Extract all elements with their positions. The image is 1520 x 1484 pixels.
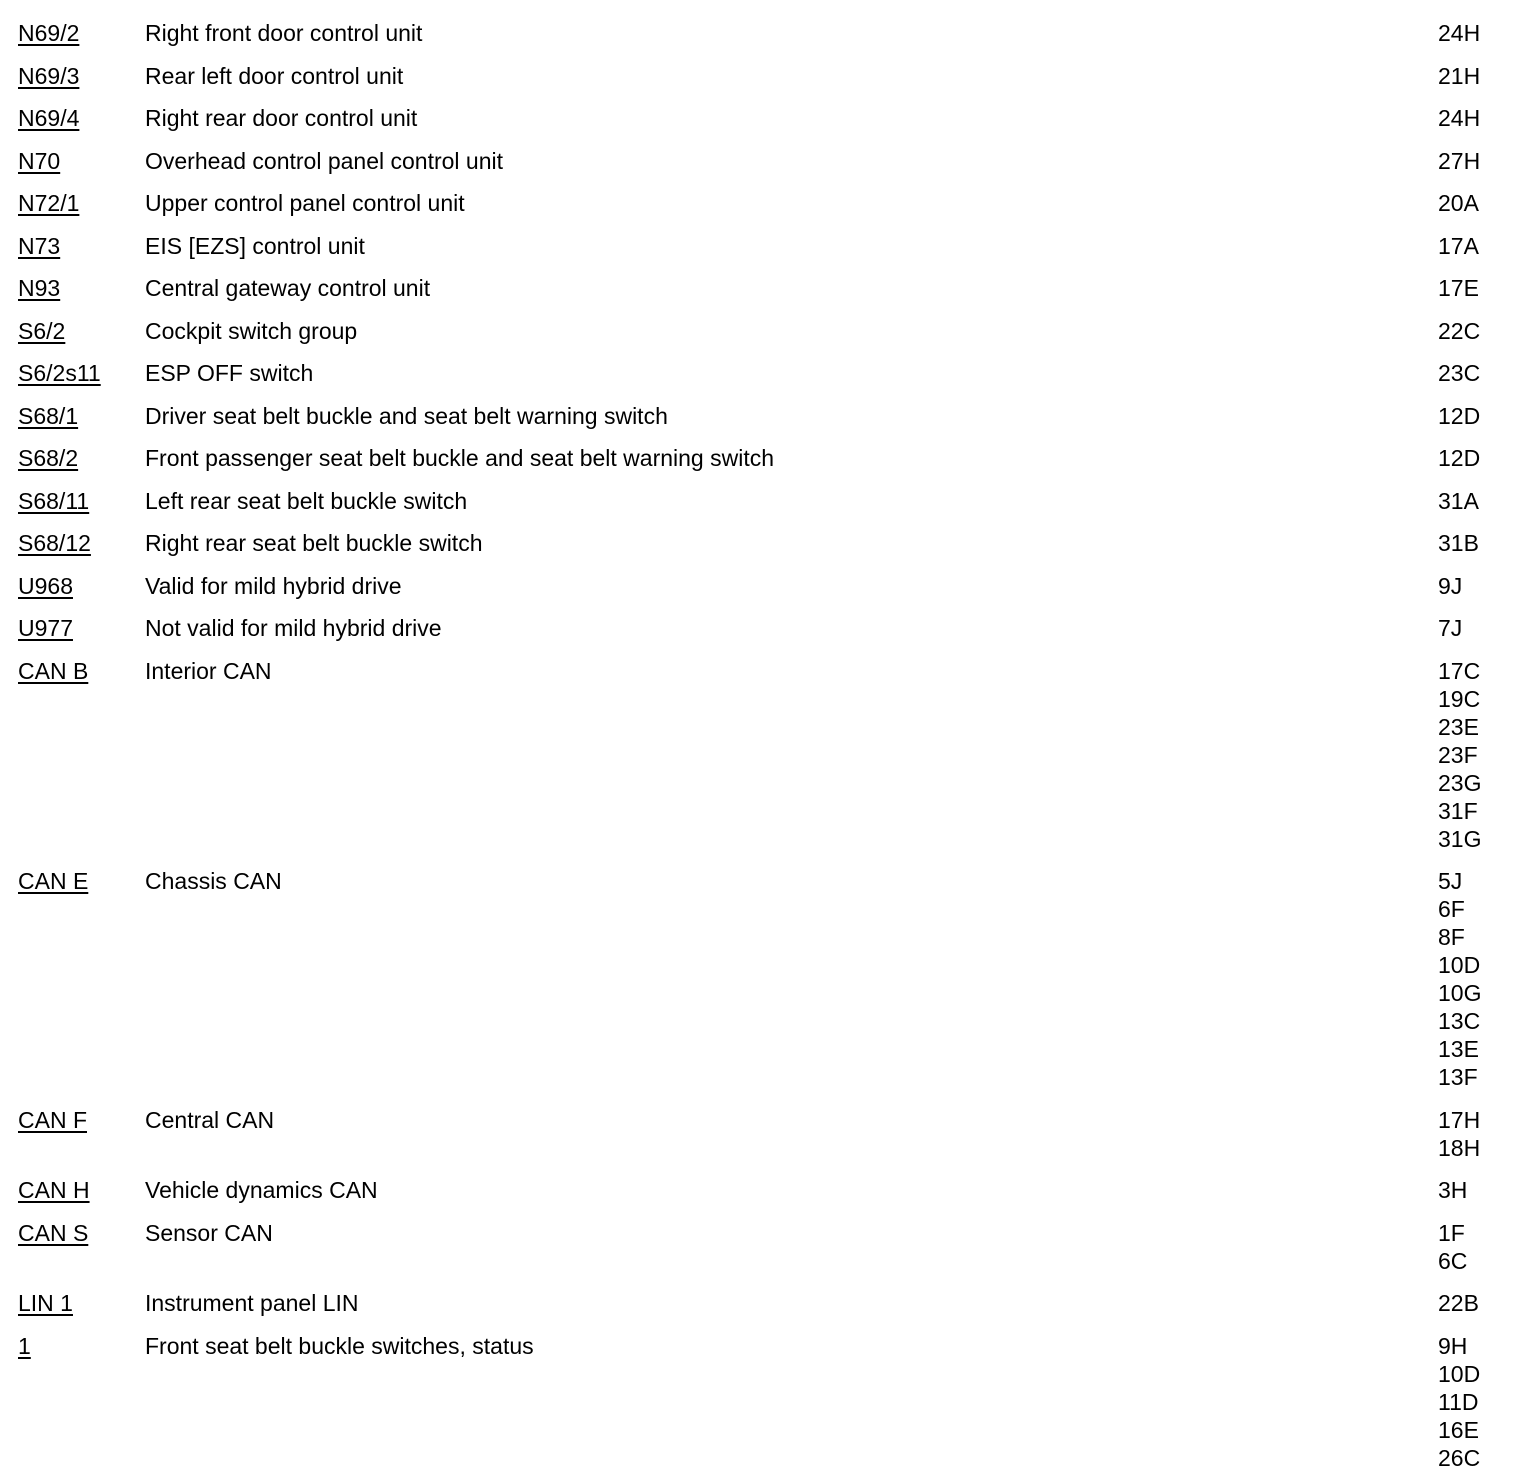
component-code-link[interactable]: S6/2 bbox=[18, 317, 66, 344]
grid-reference: 20A bbox=[1438, 190, 1479, 216]
grid-reference: 16E bbox=[1438, 1416, 1479, 1443]
grid-reference: 7J bbox=[1438, 615, 1463, 641]
component-description: Interior CAN bbox=[145, 657, 272, 684]
grid-reference-list bbox=[1438, 487, 1479, 515]
grid-reference-list bbox=[1438, 572, 1462, 600]
component-code-link[interactable]: N69/4 bbox=[18, 105, 80, 131]
component-description: Valid for mild hybrid drive bbox=[145, 572, 402, 599]
grid-reference: 27H bbox=[1438, 147, 1481, 174]
grid-reference: 17E bbox=[1438, 275, 1479, 301]
component-description: EIS [EZS] control unit bbox=[145, 232, 365, 259]
component-description: Left rear seat belt buckle switch bbox=[145, 487, 468, 514]
grid-reference: 12D bbox=[1438, 445, 1481, 471]
grid-reference: 9J bbox=[1438, 572, 1463, 599]
component-code-link[interactable]: S68/11 bbox=[18, 487, 90, 514]
grid-reference-list bbox=[1438, 1106, 1480, 1162]
grid-reference: 22B bbox=[1438, 1290, 1479, 1316]
component-description: Cockpit switch group bbox=[145, 317, 358, 344]
grid-reference-list bbox=[1438, 317, 1480, 345]
component-code-link[interactable]: CAN E bbox=[18, 868, 89, 894]
grid-reference: 8F bbox=[1438, 924, 1465, 950]
grid-reference: 18H bbox=[1438, 1134, 1481, 1161]
component-code-link[interactable]: S6/2s11 bbox=[18, 360, 101, 386]
component-code-link[interactable]: N73 bbox=[18, 232, 61, 259]
grid-reference-list bbox=[1438, 1219, 1467, 1275]
component-code-link[interactable]: N69/2 bbox=[18, 20, 80, 46]
grid-reference-list bbox=[1438, 274, 1479, 302]
grid-reference-list bbox=[1438, 359, 1480, 387]
grid-reference: 6C bbox=[1438, 1247, 1468, 1274]
grid-reference: 13E bbox=[1438, 1036, 1479, 1062]
component-description: Driver seat belt buckle and seat belt warning switch bbox=[145, 402, 668, 429]
grid-reference: 17H bbox=[1438, 1106, 1481, 1133]
grid-reference-list bbox=[1438, 62, 1480, 90]
grid-reference: 23G bbox=[1438, 769, 1482, 796]
component-description: Right rear door control unit bbox=[145, 105, 418, 131]
grid-reference-list bbox=[1438, 232, 1479, 260]
grid-reference-list bbox=[1438, 867, 1481, 1091]
grid-reference: 21H bbox=[1438, 62, 1481, 89]
grid-reference-list bbox=[1438, 147, 1480, 175]
component-description: Rear left door control unit bbox=[145, 62, 404, 89]
component-description: Not valid for mild hybrid drive bbox=[145, 615, 442, 641]
grid-reference: 23E bbox=[1438, 713, 1479, 740]
grid-reference: 24H bbox=[1438, 20, 1481, 46]
component-code-link[interactable]: S68/2 bbox=[18, 445, 79, 471]
grid-reference-list bbox=[1438, 1176, 1467, 1204]
grid-reference: 10D bbox=[1438, 952, 1481, 978]
component-code-link[interactable]: CAN H bbox=[18, 1177, 90, 1203]
grid-reference: 13F bbox=[1438, 1064, 1478, 1090]
grid-reference-list bbox=[1438, 104, 1480, 132]
component-description: Front passenger seat belt buckle and seat belt warning switch bbox=[145, 445, 775, 471]
component-description: ESP OFF switch bbox=[145, 360, 314, 386]
grid-reference-list bbox=[1438, 614, 1462, 642]
grid-reference: 17C bbox=[1438, 657, 1481, 684]
component-description: Overhead control panel control unit bbox=[145, 147, 503, 174]
component-code-link[interactable]: CAN B bbox=[18, 657, 89, 684]
component-description: Right front door control unit bbox=[145, 20, 423, 46]
grid-reference: 17A bbox=[1438, 232, 1479, 259]
component-code-link[interactable]: S68/1 bbox=[18, 402, 79, 429]
grid-reference: 10G bbox=[1438, 980, 1482, 1006]
component-code-link[interactable]: U968 bbox=[18, 572, 73, 599]
grid-reference-list bbox=[1438, 444, 1480, 472]
component-code-link[interactable]: LIN 1 bbox=[18, 1290, 73, 1316]
component-code-link[interactable]: N69/3 bbox=[18, 62, 80, 89]
grid-reference: 31B bbox=[1438, 530, 1479, 556]
component-description: Central CAN bbox=[145, 1106, 275, 1133]
component-description: Upper control panel control unit bbox=[145, 190, 465, 216]
component-description: Right rear seat belt buckle switch bbox=[145, 530, 483, 556]
component-description: Sensor CAN bbox=[145, 1219, 273, 1246]
grid-reference: 31G bbox=[1438, 825, 1482, 852]
grid-reference-list bbox=[1438, 19, 1480, 47]
grid-reference: 11D bbox=[1438, 1388, 1479, 1415]
grid-reference: 26C bbox=[1438, 1444, 1481, 1471]
component-description: Vehicle dynamics CAN bbox=[145, 1177, 378, 1203]
component-description: Central gateway control unit bbox=[145, 275, 431, 301]
grid-reference-list bbox=[1438, 1332, 1480, 1472]
grid-reference: 6F bbox=[1438, 896, 1465, 922]
component-code-link[interactable]: N70 bbox=[18, 147, 61, 174]
grid-reference: 9H bbox=[1438, 1332, 1468, 1359]
grid-reference-list bbox=[1438, 1289, 1479, 1317]
grid-reference: 19C bbox=[1438, 685, 1481, 712]
grid-reference: 31A bbox=[1438, 487, 1479, 514]
component-code-link[interactable]: S68/12 bbox=[18, 530, 91, 556]
component-code-link[interactable]: CAN S bbox=[18, 1219, 89, 1246]
grid-reference: 31F bbox=[1438, 797, 1478, 824]
component-code-link[interactable]: 1 bbox=[18, 1332, 31, 1359]
grid-reference: 12D bbox=[1438, 402, 1481, 429]
grid-reference: 13C bbox=[1438, 1008, 1481, 1034]
component-description: Instrument panel LIN bbox=[145, 1290, 359, 1316]
grid-reference: 1F bbox=[1438, 1219, 1465, 1246]
component-description: Front seat belt buckle switches, status bbox=[145, 1332, 534, 1359]
grid-reference: 23F bbox=[1438, 741, 1478, 768]
grid-reference-list bbox=[1438, 529, 1479, 557]
grid-reference: 23C bbox=[1438, 360, 1481, 386]
grid-reference: 24H bbox=[1438, 105, 1481, 131]
grid-reference: 3H bbox=[1438, 1177, 1468, 1203]
grid-reference: 22C bbox=[1438, 317, 1481, 344]
component-code-link[interactable]: CAN F bbox=[18, 1106, 87, 1133]
component-description: Chassis CAN bbox=[145, 868, 282, 894]
component-code-link[interactable]: N93 bbox=[18, 275, 61, 301]
grid-reference: 5J bbox=[1438, 868, 1463, 894]
grid-reference-list bbox=[1438, 402, 1480, 430]
grid-reference: 10D bbox=[1438, 1360, 1481, 1387]
component-code-link[interactable]: U977 bbox=[18, 615, 73, 641]
grid-reference-list bbox=[1438, 657, 1481, 853]
component-code-link[interactable]: N72/1 bbox=[18, 190, 80, 216]
grid-reference-list bbox=[1438, 189, 1479, 217]
